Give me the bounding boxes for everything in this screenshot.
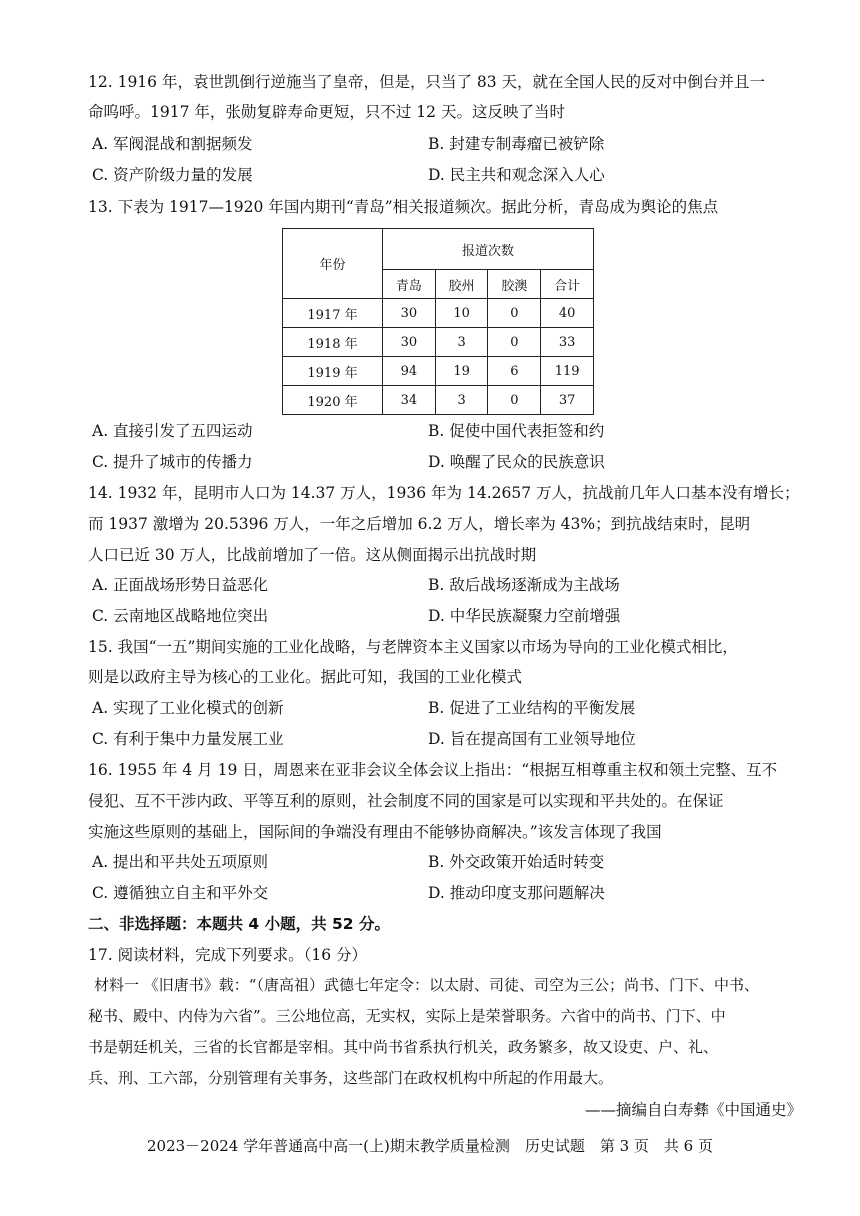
q14-stem-line3: 人口已近 30 万人，比战前增加了一倍。这从侧面揭示出抗战时期 [88,546,537,564]
q13-option-c: C. 提升了城市的传播力 [92,453,253,471]
q17-material-source: ——摘编自白寿彝《中国通史》 [584,1101,802,1119]
q12-option-b: B. 封建专制毒瘤已被铲除 [428,135,605,153]
q14-option-c: C. 云南地区战略地位突出 [92,607,269,625]
q13-option-b: B. 促使中国代表拒签和约 [428,422,605,440]
q17-material-line2: 秘书、殿中、内侍为六省”。三公地位高，无实权，实际上是荣誉职务。六省中的尚书、门下、中 [88,1007,726,1025]
table-cell: 37 [541,386,594,415]
table-row [283,386,594,415]
q16-stem-line2: 侵犯、互不干涉内政、平等互利的原则，社会制度不同的国家是可以实现和平共处的。在保证 [88,792,724,810]
table-col-header: 合计 [541,270,594,299]
table-cell-year: 1918 年 [283,328,383,357]
table-cell: 40 [541,299,594,328]
table-cell: 33 [541,328,594,357]
table-cell: 10 [435,299,488,328]
table-cell: 3 [435,386,488,415]
table-cell: 94 [383,357,436,386]
table-col-header: 青岛 [383,270,436,299]
q17-material-line1: 材料一 《旧唐书》载：“（唐高祖）武德七年定令：以太尉、司徒、司空为三公；尚书、门下、中书、 [94,976,759,994]
q17-material-line3: 书是朝廷机关，三省的长官都是宰相。其中尚书省系执行机关，政务繁多，故又设吏、户、礼、 [88,1038,719,1056]
table-year-header: 年份 [283,229,383,299]
q16-option-a: A. 提出和平共处五项原则 [92,853,269,871]
table-cell: 119 [541,357,594,386]
table-row [283,357,594,386]
table-cell: 34 [383,386,436,415]
q15-option-c: C. 有利于集中力量发展工业 [92,730,284,748]
table-cell: 0 [488,328,541,357]
q14-stem-line1: 14. 1932 年，昆明市人口为 14.37 万人，1936 年为 14.2657 万人，抗战前几年人口基本没有增长； [88,484,800,502]
table-col-header: 胶州 [435,270,488,299]
table-row [283,328,594,357]
table-group-header: 报道次数 [383,229,594,270]
q12-stem-line2: 命呜呼。1917 年，张勋复辟寿命更短，只不过 12 天。这反映了当时 [88,103,565,121]
q13-option-a: A. 直接引发了五四运动 [92,422,253,440]
table-cell: 0 [488,386,541,415]
section-2-heading: 二、非选择题：本题共 4 小题，共 52 分。 [88,915,390,933]
q16-stem-line3: 实施这些原则的基础上，国际间的争端没有理由不能够协商解决。”该发言体现了我国 [88,823,662,841]
q14-option-d: D. 中华民族凝聚力空前增强 [428,607,621,625]
q13-stem-line1: 13. 下表为 1917—1920 年国内期刊“青岛”相关报道频次。据此分析，青岛成为舆论的焦点 [88,198,719,216]
q12-option-c: C. 资产阶级力量的发展 [92,166,253,184]
table-cell: 6 [488,357,541,386]
table-cell: 3 [435,328,488,357]
q15-option-a: A. 实现了工业化模式的创新 [92,699,284,717]
report-frequency-table [282,228,594,415]
q17-material-line4: 兵、刑、工六部，分别管理有关事务，这些部门在政权机构中所起的作用最大。 [88,1069,614,1087]
table-cell-year: 1917 年 [283,299,383,328]
q15-stem-line1: 15. 我国“一五”期间实施的工业化战略，与老牌资本主义国家以市场为导向的工业化模式相比， [88,638,738,656]
q15-option-d: D. 旨在提高国有工业领导地位 [428,730,636,748]
q12-option-d: D. 民主共和观念深入人心 [428,166,605,184]
table-row [283,299,594,328]
q13-option-d: D. 唤醒了民众的民族意识 [428,453,605,471]
q17-stem: 17. 阅读材料，完成下列要求。（16 分） [88,946,367,964]
table-cell-year: 1919 年 [283,357,383,386]
table-cell: 30 [383,328,436,357]
q12-option-a: A. 军阀混战和割据频发 [92,135,253,153]
q15-stem-line2: 则是以政府主导为核心的工业化。据此可知，我国的工业化模式 [88,668,523,686]
q14-option-a: A. 正面战场形势日益恶化 [92,576,269,594]
page-footer: 2023－2024 学年普通高中高一(上)期末教学质量检测 历史试题 第 3 页 共 6 页 [147,1137,713,1155]
q16-option-d: D. 推动印度支那问题解决 [428,884,605,902]
table-cell: 19 [435,357,488,386]
table-cell: 30 [383,299,436,328]
q16-stem-line1: 16. 1955 年 4 月 19 日，周恩来在亚非会议全体会议上指出：“根据互相尊重主权和领土完整、互不 [88,761,778,779]
q16-option-c: C. 遵循独立自主和平外交 [92,884,269,902]
q14-option-b: B. 敌后战场逐渐成为主战场 [428,576,620,594]
q12-stem-line1: 12. 1916 年，袁世凯倒行逆施当了皇帝，但是，只当了 83 天，就在全国人民的反对中倒台并且一 [88,73,766,91]
table-cell: 0 [488,299,541,328]
q16-option-b: B. 外交政策开始适时转变 [428,853,605,871]
table-col-header: 胶澳 [488,270,541,299]
table-cell-year: 1920 年 [283,386,383,415]
q14-stem-line2: 而 1937 激增为 20.5396 万人，一年之后增加 6.2 万人，增长率为 43%；到抗战结束时，昆明 [88,515,751,533]
q15-option-b: B. 促进了工业结构的平衡发展 [428,699,636,717]
